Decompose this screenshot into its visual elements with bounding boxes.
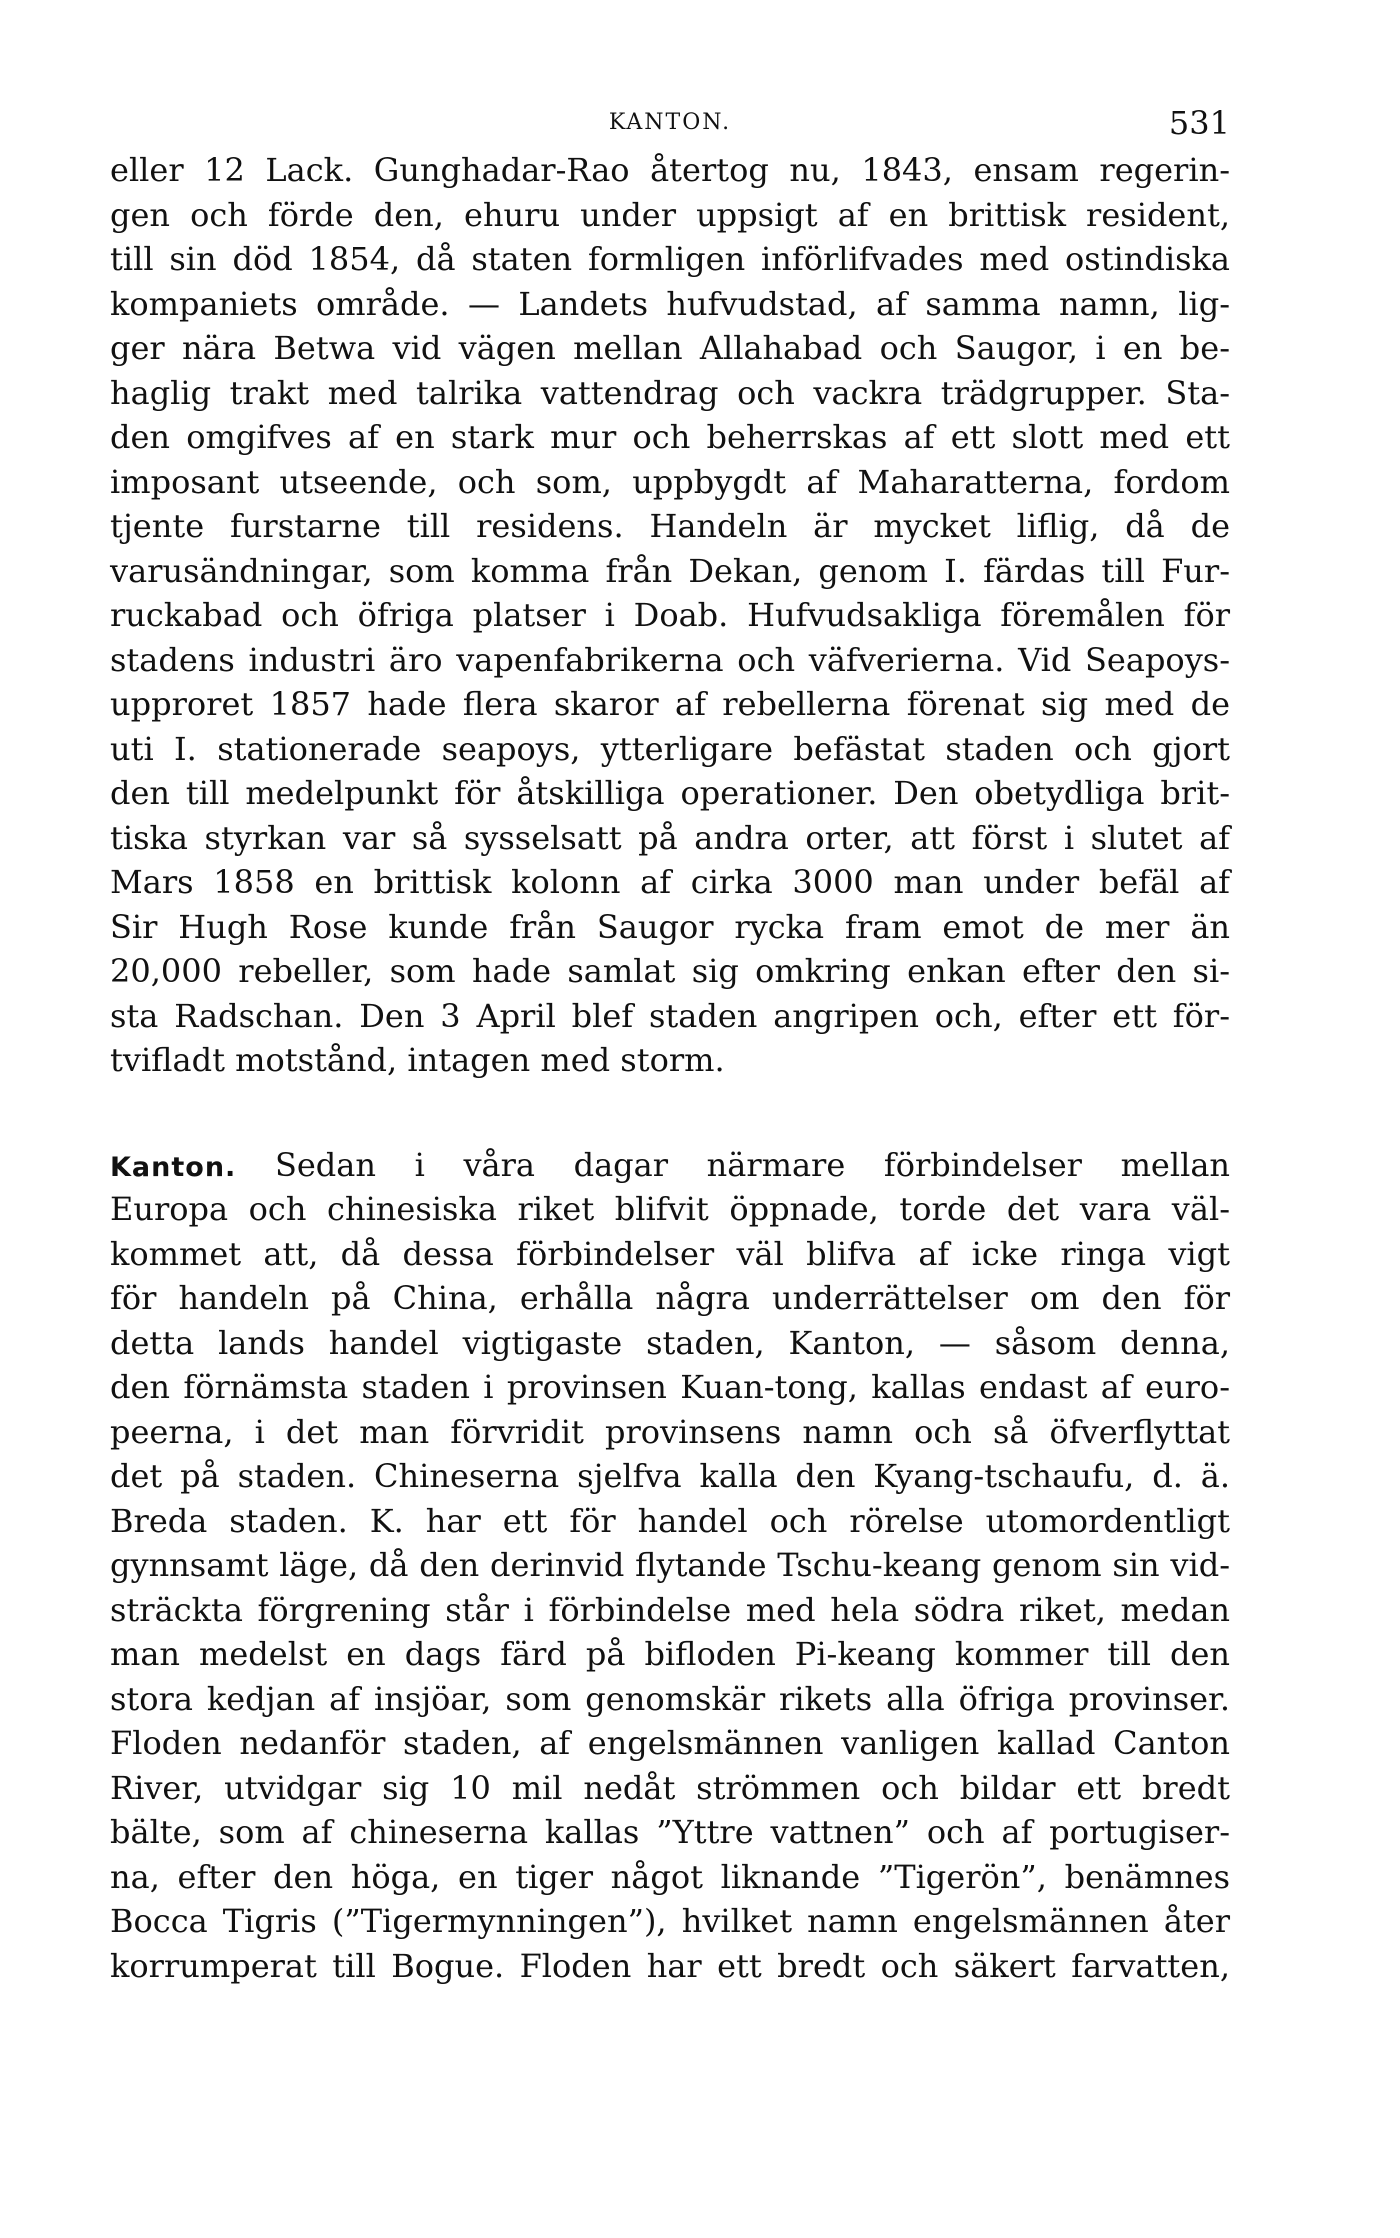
text-line: den förnämsta staden i provinsen Kuan-tong, kallas endast af euro- bbox=[110, 1368, 1230, 1406]
text-line: kompaniets område. — Landets hufvudstad, af samma namn, lig- bbox=[110, 284, 1230, 323]
text-line: imposant utseende, och som, uppbygdt af Maharatterna, fordom bbox=[110, 462, 1230, 501]
text-line: kommet att, då dessa förbindelser väl blifva af icke ringa vigt bbox=[110, 1234, 1230, 1273]
text-line: Floden nedanför staden, af engelsmännen vanligen kallad Canton bbox=[110, 1724, 1230, 1762]
text-line-with-lead bbox=[110, 1143, 1230, 1188]
paragraph-gap bbox=[110, 1083, 1230, 1143]
entry-heading: Kanton. bbox=[110, 1151, 237, 1183]
text-line: ger nära Betwa vid vägen mellan Allahabad och Saugor, i en be- bbox=[110, 329, 1230, 367]
text-line: till sin död 1854, då staten formligen införlifvades med ostindiska bbox=[110, 240, 1230, 278]
text-line: gynnsamt läge, då den derinvid flytande Tschu-keang genom sin vid- bbox=[110, 1546, 1230, 1584]
text-line: den till medelpunkt för åtskilliga operationer. Den obetydliga brit- bbox=[110, 774, 1230, 812]
text-line: varusändningar, som komma från Dekan, genom I. färdas till Fur- bbox=[110, 551, 1230, 590]
text-line-rest: Sedan i våra dagar närmare förbindelser mellan bbox=[274, 1145, 1231, 1184]
text-line: Europa och chinesiska riket blifvit öppnade, torde det vara väl- bbox=[110, 1190, 1230, 1228]
text-line: gen och förde den, ehuru under uppsigt af en brittisk resident, bbox=[110, 195, 1230, 234]
text-line: peerna, i det man förvridit provinsens namn och så öfverflyttat bbox=[110, 1412, 1230, 1451]
text-line: eller 12 Lack. Gunghadar-Rao återtog nu, 1843, ensam regerin- bbox=[110, 151, 1230, 189]
paragraph-jhansi bbox=[110, 148, 1230, 1083]
text-line: stadens industri äro vapenfabrikerna och väfverierna. Vid Seapoys- bbox=[110, 640, 1230, 679]
paragraph-kanton bbox=[110, 1143, 1230, 1989]
text-line: för handeln på China, erhålla några underrättelser om den för bbox=[110, 1279, 1230, 1317]
text-line: uti I. stationerade seapoys, ytterligare befästat staden och gjort bbox=[110, 729, 1230, 768]
text-line: Bocca Tigris (”Tigermynningen”), hvilket namn engelsmännen åter bbox=[110, 1902, 1230, 1940]
page-number: 531 bbox=[1168, 104, 1230, 142]
text-line: upproret 1857 hade flera skaror af rebellerna förenat sig med de bbox=[110, 685, 1230, 723]
text-line: stora kedjan af insjöar, som genomskär rikets alla öfriga provinser. bbox=[110, 1679, 1230, 1718]
text-line: tvifladt motstånd, intagen med storm. bbox=[110, 1041, 725, 1079]
text-line: haglig trakt med talrika vattendrag och vackra trädgrupper. Sta- bbox=[110, 373, 1230, 412]
text-line: den omgifves af en stark mur och beherrskas af ett slott med ett bbox=[110, 418, 1230, 456]
text-line: Mars 1858 en brittisk kolonn af cirka 3000 man under befäl af bbox=[110, 863, 1230, 901]
text-line: man medelst en dags färd på bifloden Pi-keang kommer till den bbox=[110, 1635, 1230, 1673]
text-line: bälte, som af chineserna kallas ”Yttre vattnen” och af portugiser- bbox=[110, 1813, 1230, 1851]
text-line: tjente furstarne till residens. Handeln är mycket liflig, då de bbox=[110, 507, 1230, 545]
text-line: detta lands handel vigtigaste staden, Kanton, — såsom denna, bbox=[110, 1323, 1230, 1362]
text-line: korrumperat till Bogue. Floden har ett bredt och säkert farvatten, bbox=[110, 1946, 1230, 1985]
text-line: sta Radschan. Den 3 April blef staden angripen och, efter ett för- bbox=[110, 996, 1230, 1035]
text-line: Breda staden. K. har ett för handel och rörelse utomordentligt bbox=[110, 1501, 1230, 1540]
text-line: sträckta förgrening står i förbindelse med hela södra riket, medan bbox=[110, 1590, 1230, 1629]
text-line: ruckabad och öfriga platser i Doab. Hufvudsakliga föremålen för bbox=[110, 596, 1230, 634]
text-line: Sir Hugh Rose kunde från Saugor rycka fram emot de mer än bbox=[110, 907, 1230, 946]
running-title: KANTON. bbox=[608, 110, 732, 135]
book-page bbox=[110, 100, 1230, 1988]
text-line: na, efter den höga, en tiger något liknande ”Tigerön”, benämnes bbox=[110, 1857, 1230, 1896]
running-header bbox=[110, 100, 1230, 148]
text-line: River, utvidgar sig 10 mil nedåt strömmen och bildar ett bredt bbox=[110, 1768, 1230, 1807]
text-line: tiska styrkan var så sysselsatt på andra orter, att först i slutet af bbox=[110, 818, 1230, 857]
text-line: det på staden. Chineserna sjelfva kalla den Kyang-tschaufu, d. ä. bbox=[110, 1457, 1230, 1495]
text-line: 20,000 rebeller, som hade samlat sig omkring enkan efter den si- bbox=[110, 952, 1230, 990]
